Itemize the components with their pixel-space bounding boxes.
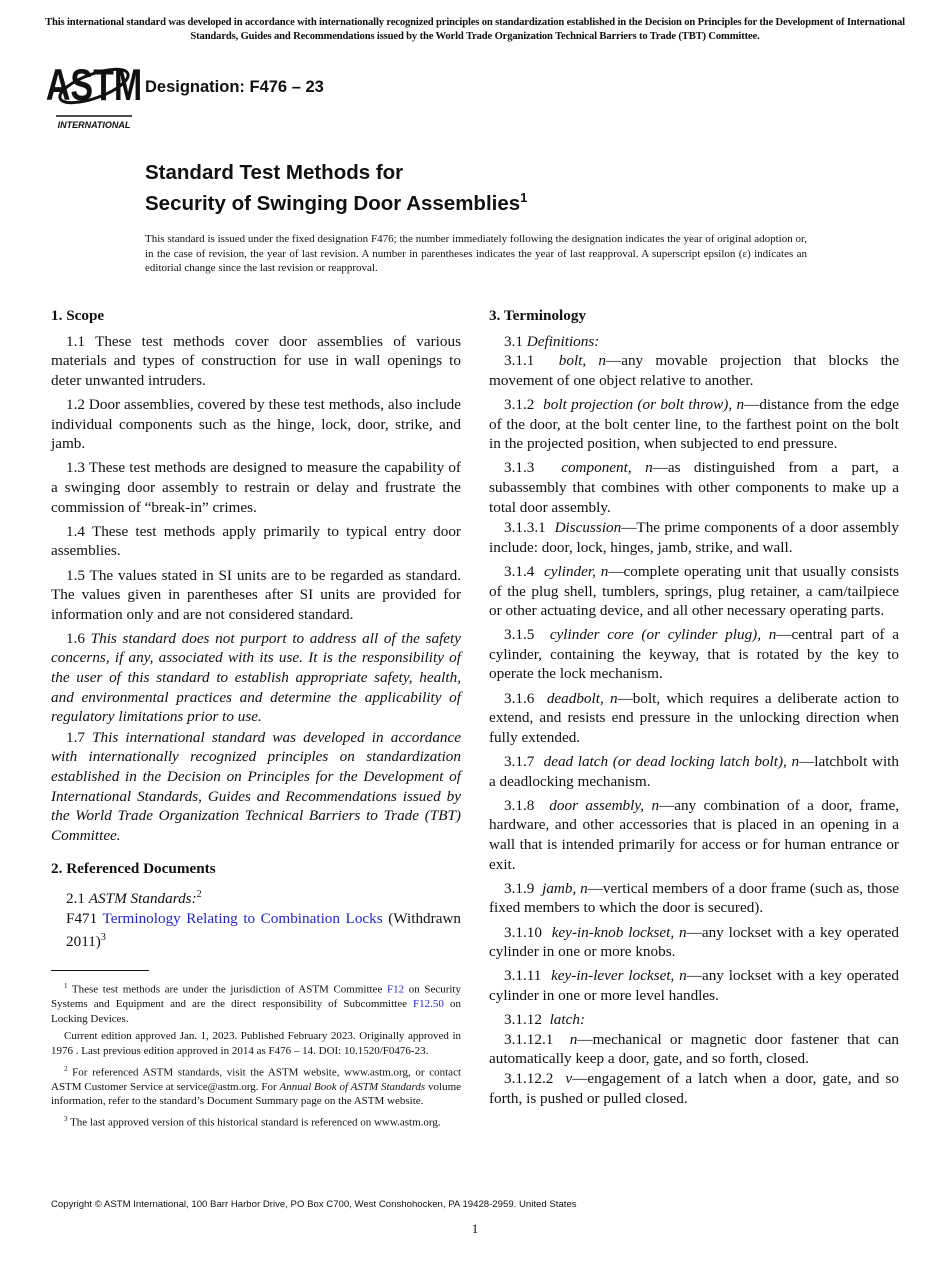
text-span: 1.2 bbox=[66, 395, 85, 413]
text-span: —latchbolt with a deadlocking mechanism. bbox=[489, 753, 899, 790]
text-span: —any combination of a door, frame, hardware, and other accessories that is placed in an opening in a wall that is intended primarily for access or for human entrance or exit. bbox=[489, 796, 900, 873]
page-number: 1 bbox=[471, 1221, 479, 1236]
text-span: 3.1.10 bbox=[504, 923, 542, 941]
designation: Designation: F476 – 23 bbox=[145, 78, 324, 96]
text-span: 3.1.6 bbox=[504, 689, 535, 707]
f12-link[interactable]: F12 bbox=[386, 983, 405, 996]
footnote-2 bbox=[51, 1062, 461, 1109]
text-span: The values stated in SI units are to be regarded as standard. The values given in parentheses after SI units are provided for information only and are not considered standard. bbox=[51, 566, 461, 623]
text-span: 2.1 bbox=[66, 890, 85, 908]
document-title bbox=[145, 160, 527, 216]
text-span: —vertical members of a door frame (such as, those fixed members to which the door is secured). bbox=[489, 879, 900, 917]
text-span: Definitions: bbox=[526, 332, 600, 350]
term-definition bbox=[489, 518, 899, 557]
text-span: 3.1.3 bbox=[504, 459, 535, 477]
text-span: —any lockset with a key operated cylinder in one or more level handles. bbox=[489, 967, 899, 1004]
text-span: —central part of a cylinder, containing the keyway, that is rotated by the key to operate the lock mechanism. bbox=[489, 626, 899, 683]
text-span: 3.1.2 bbox=[504, 395, 535, 413]
text-span: bolt, n bbox=[558, 352, 607, 370]
text-span: (Withdrawn 2011) bbox=[66, 909, 462, 951]
footnote-ref: 3 bbox=[100, 932, 106, 944]
reference-link[interactable]: Terminology Relating to Combination Locks bbox=[102, 909, 383, 927]
footnote-ref: 1 bbox=[64, 981, 68, 990]
text-span: —distance from the edge of the door, at the bolt center line, to the farthest point on the bolt in the projected position, when subjected to end pressure. bbox=[489, 395, 899, 453]
footnote-3 bbox=[51, 1112, 461, 1130]
text-span: latch: bbox=[549, 1011, 585, 1029]
text-span: F471 bbox=[66, 909, 98, 927]
text-span: Discussion bbox=[554, 519, 622, 537]
text-span: —complete operating unit that usually consists of the plug shell, tumblers, springs, plug retainer, a cam/tailpiece or other actuating device, and all other necessary operating parts. bbox=[489, 562, 900, 620]
text-span: 1.7 bbox=[66, 728, 85, 746]
term-definition bbox=[489, 1010, 899, 1030]
term-list bbox=[489, 351, 899, 1108]
copyright: Copyright © ASTM International, 100 Barr Harbor Drive, PO Box C700, West Conshohocken, PA 19428-2959. United States bbox=[51, 1199, 577, 1210]
text-span: —any lockset with a key operated cylinder in one or more knobs. bbox=[489, 923, 900, 961]
term-definition bbox=[489, 752, 899, 791]
scope-para bbox=[51, 728, 461, 846]
right-column bbox=[489, 306, 899, 1113]
scope-para bbox=[51, 332, 461, 391]
scope-para bbox=[51, 522, 461, 561]
term-definition bbox=[489, 625, 899, 684]
term-definition bbox=[489, 351, 899, 390]
header-notice: This international standard was developed in accordance with internationally recognized principles on standardization established in the Decision on Principles for the Development of International Standards, Guides and Recommendations issued by the World Trade Organization Technical Barriers to Trade (TBT) Committee. bbox=[45, 17, 905, 42]
text-span: —any movable projection that blocks the movement of one object relative to another. bbox=[489, 352, 899, 389]
text-span: Door assemblies, covered by these test methods, also include individual components such as the hinge, lock, door, strike, and jamb. bbox=[51, 395, 461, 453]
text-span: Annual Book of ASTM Standards bbox=[279, 1080, 426, 1093]
text-span: These test methods are designed to measure the capability of a swinging door assembly to restrain or delay and frustrate the commission of “break-in” crimes. bbox=[51, 459, 461, 516]
term-definition bbox=[489, 966, 899, 1005]
title-line-2: Security of Swinging Door Assemblies bbox=[145, 191, 521, 215]
term-definition bbox=[489, 923, 899, 962]
astm-standards-label bbox=[51, 885, 461, 909]
text-span: 3.1.5 bbox=[504, 626, 535, 644]
text-span: dead latch (or dead locking latch bolt), n bbox=[543, 753, 800, 771]
text-span: on Locking Devices. bbox=[51, 998, 462, 1025]
section-heading-terminology: 3. Terminology bbox=[489, 307, 587, 324]
scope-para bbox=[51, 395, 461, 454]
text-span: ASTM Standards: bbox=[88, 890, 197, 908]
text-span: 1.4 bbox=[66, 522, 85, 540]
text-span: This standard does not purport to address all of the safety concerns, if any, associated with its use. It is the responsibility of the user of this standard to establish appropriate safety, health, and environmental practices and determine the applicability of regulatory limitations prior to use. bbox=[51, 629, 462, 726]
footnote-divider bbox=[51, 970, 149, 971]
footnote-ref: 3 bbox=[64, 1114, 68, 1123]
text-span: —bolt, which requires a deliberate action to extend, and resists end pressure in the unlocking direction when fully extended. bbox=[489, 689, 900, 746]
scope-para bbox=[51, 458, 461, 517]
title-line-1: Standard Test Methods for bbox=[145, 161, 404, 184]
text-span: bolt projection (or bolt throw), n bbox=[543, 395, 745, 413]
section-heading-scope: 1. Scope bbox=[51, 307, 105, 324]
scope-para bbox=[51, 629, 461, 727]
text-span: —The prime components of a door assembly include: door, lock, hinges, jamb, strike, and wall. bbox=[489, 519, 899, 556]
footnote-1 bbox=[51, 979, 461, 1026]
left-column bbox=[51, 306, 461, 1133]
text-span: door assembly, n bbox=[549, 796, 660, 814]
term-definition bbox=[489, 395, 899, 454]
edition-note: Current edition approved Jan. 1, 2023. Published February 2023. Originally approved in 1976 . Last previous edition approved in 2014 as F476 – 14. DOI: 10.1520/F0476-23. bbox=[51, 1030, 461, 1057]
text-span: For referenced ASTM standards, visit the ASTM website, www.astm.org, or contact ASTM Customer Service at service@astm.org. For bbox=[51, 1066, 462, 1093]
term-definition bbox=[489, 879, 899, 918]
text-span: —engagement of a latch when a door, gate, and so forth, is pushed or pulled closed. bbox=[489, 1069, 900, 1107]
text-span: jamb, n bbox=[542, 879, 588, 897]
text-span: 1.5 bbox=[66, 566, 85, 584]
text-span: 1.6 bbox=[66, 629, 85, 647]
text-span: These test methods apply primarily to typical entry door assemblies. bbox=[51, 522, 461, 560]
text-span: 3.1.1 bbox=[504, 352, 535, 370]
text-span: This international standard was developed in accordance with internationally recognized principles on standardization established in the Decision on Principles for the Development of International Standards, Guides and Recommendations issued by the World Trade Organization Technical Barriers to Trade (TBT) Committee. bbox=[51, 728, 462, 844]
text-span: —mechanical or magnetic door fastener that can automatically keep a door, gate, and so forth, closed. bbox=[489, 1030, 900, 1068]
text-span: cylinder core (or cylinder plug), n bbox=[549, 626, 777, 644]
footnote-ref: 2 bbox=[64, 1064, 68, 1073]
abstract: This standard is issued under the fixed designation F476; the number immediately following the designation indicates the year of original adoption or, in the case of revision, the year of last revision. A number in parentheses indicates the year of last reapproval. A superscript epsilon (ε) indicates an editorial change since the last revision or reapproval. bbox=[145, 233, 807, 274]
term-definition bbox=[489, 1030, 899, 1069]
text-span: volume information, refer to the standard’s Document Summary page on the ASTM website. bbox=[51, 1080, 462, 1108]
text-span: v bbox=[565, 1069, 573, 1087]
text-span: 3.1.4 bbox=[504, 562, 535, 580]
text-span: deadbolt, n bbox=[546, 689, 618, 707]
text-span: 3.1.7 bbox=[504, 753, 535, 771]
text-span: 3.1.3.1 bbox=[504, 519, 546, 537]
text-span: 3.1.12.1 bbox=[504, 1030, 554, 1048]
text-span: on Security Systems and Equipment and are the direct responsibility of Subcommittee bbox=[51, 983, 461, 1011]
text-span: The last approved version of this historical standard is referenced on www.astm.org. bbox=[70, 1116, 441, 1129]
text-span: component, n bbox=[561, 459, 653, 477]
text-span: 3.1.9 bbox=[504, 879, 535, 897]
svg-text:INTERNATIONAL: INTERNATIONAL bbox=[57, 120, 131, 130]
text-span: 3.1 bbox=[504, 332, 523, 350]
text-span: cylinder, n bbox=[544, 562, 609, 580]
text-span: —as distinguished from a part, a subassembly that combines with other components to make up a total door assembly. bbox=[489, 459, 900, 516]
term-definition bbox=[489, 1069, 899, 1108]
text-span: 3.1.12.2 bbox=[504, 1069, 554, 1087]
term-definition bbox=[489, 562, 899, 621]
term-definition bbox=[489, 689, 899, 748]
text-span: 3.1.11 bbox=[504, 967, 542, 985]
section-heading-referenced: 2. Referenced Documents bbox=[51, 860, 216, 878]
term-definition bbox=[489, 796, 899, 874]
text-span: 3.1.8 bbox=[504, 796, 535, 814]
astm-logo bbox=[45, 56, 143, 132]
text-span: n bbox=[569, 1030, 578, 1048]
term-definition bbox=[489, 458, 899, 517]
footnote-ref: 2 bbox=[196, 889, 202, 900]
text-span: 1.1 bbox=[66, 332, 85, 350]
definitions-label bbox=[489, 332, 899, 352]
scope-para bbox=[51, 566, 461, 625]
title-footnote-ref[interactable]: 1 bbox=[520, 190, 528, 205]
text-span: These test methods cover door assemblies of various materials and types of construction for use in wall openings to deter unwanted intruders. bbox=[51, 332, 462, 389]
text-span: These test methods are under the jurisdiction of ASTM Committee bbox=[71, 983, 383, 996]
f12-50-link[interactable]: F12.50 bbox=[413, 998, 444, 1011]
text-span: 3.1.12 bbox=[504, 1011, 542, 1029]
text-span: 1.3 bbox=[66, 459, 85, 477]
svg-text:ASTM: ASTM bbox=[45, 60, 143, 111]
text-span: key-in-lever lockset, n bbox=[551, 967, 687, 985]
reference-f471 bbox=[51, 909, 461, 952]
text-span: key-in-knob lockset, n bbox=[551, 923, 687, 941]
